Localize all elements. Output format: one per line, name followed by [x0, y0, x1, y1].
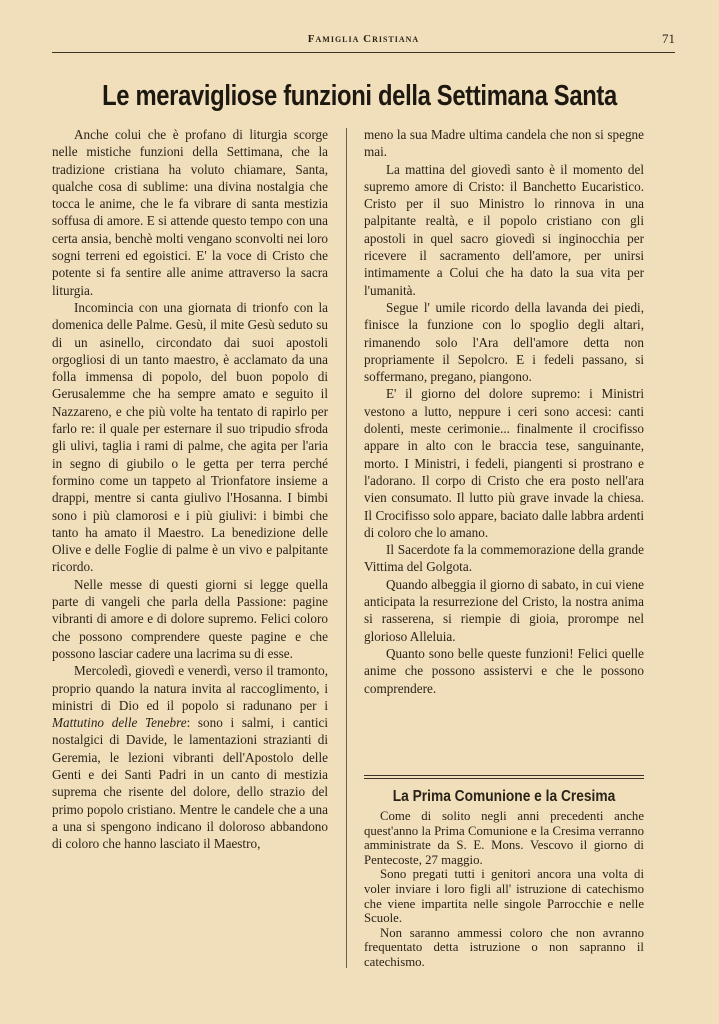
paragraph: meno la sua Madre ultima candela che non si spegne mai.	[364, 127, 644, 160]
paragraph: Il Sacerdote fa la commemorazione della grande Vittima del Golgota.	[364, 542, 644, 575]
paragraph: La mattina del giovedì santo è il momento del supremo amore di Cristo: il Banchetto Eucaristico. Cristo per il suo Ministro lo rinnova in una palpitante realtà, e il popolo cristiano con gli apostoli in quel sacro giovedì si inginocchia per ricevere il sacramento dell'amore, per unirsi intimamente a Colui che ha dato la sua vita per l'umanità.	[364, 161, 644, 298]
paragraph: Incomincia con una giornata di trionfo con la domenica delle Palme. Gesù, il mite Gesù seduto su di un asinello, circondato dai suoi apostoli orgogliosi di un tanto maestro, è acclamato da una folla immensa di popolo, del buon popolo di Gerusalemme che ha sempre amato e seguito il Nazzareno, e che più volte ha tentato di rapirlo per farlo re: il quale per esternare il suo tripudio sfroda gli ulivi, taglia i rami di palme, che agita per l'aria in segno di giubilo o le getta per terra perché formino come un tappeto al Trionfatore insieme a drappi, mentre si canta giulivo l'Hosanna. I bimbi sono i più clamorosi e i più giulivi: i bimbi che tanto ha amato il Maestro. La benedizione delle Olive e delle Foglie di palme è un vivo e palpitante ricordo.	[52, 299, 328, 575]
rule	[364, 778, 644, 779]
paragraph: Nelle messe di questi giorni si legge quella parte di vangeli che parla della Passione: pagine vibranti di amore e di dolore supremo. Felici coloro che possono comprendere queste pagine e che possono lasciar cadere una lacrima su di esse.	[52, 576, 328, 661]
paragraph: Non saranno ammessi coloro che non avranno frequentato detta istruzione o non sapranno il catechismo.	[364, 925, 644, 969]
paragraph: Segue l' umile ricordo della lavanda dei piedi, finisce la funzione con lo spoglio degli altari, rimanendo solo l'Ara dell'amore detta non propriamente il Sepolcro. E i fedeli passano, si soffermano, pregano, piangono.	[364, 299, 644, 385]
article-title: Le meravigliose funzioni della Settimana Santa	[102, 80, 617, 112]
magazine-name: Famiglia Cristiana	[307, 33, 420, 45]
page-number: 71	[662, 31, 675, 46]
running-header	[52, 30, 675, 53]
paragraph	[52, 662, 328, 852]
paragraph: Quanto sono belle queste funzioni! Felici quelle anime che possono assistervi e che le possono comprendere.	[364, 645, 644, 696]
italic-title: Mattutino delle Tenebre	[52, 715, 187, 731]
paragraph: Come di solito negli anni precedenti anche quest'anno la Prima Comunione e la Cresima verranno amministrate da S. E. Mons. Vescovo il giorno di Pentecoste, 27 maggio.	[364, 809, 644, 867]
notice-title: La Prima Comunione e la Cresima	[392, 788, 616, 805]
column-divider	[346, 128, 347, 968]
left-column	[52, 126, 328, 852]
notice-body	[364, 809, 644, 970]
rule	[364, 775, 644, 776]
paragraph: E' il giorno del dolore supremo: i Ministri vestono a lutto, neppure i ceri sono accesi: canti dolenti, meste cerimonie... finalmente il crocifisso appare in alto con le braccia tese, sanguinante, morto. I Ministri, i fedeli, piangenti si prostrano e l'adorano. Il corpo di Cristo che era posto nell'ara vien consumato. Il lutto più grave invade la chiesa. Il Crocifisso solo appare, baciato dalle labbra ardenti di coloro che lo amano.	[364, 386, 644, 540]
text-run: Mercoledì, giovedì e venerdì, verso il tramonto, proprio quando la natura invita al raccoglimento, i ministri di Dio ed il popolo si radunano per i	[52, 663, 328, 713]
right-column	[364, 126, 644, 697]
paragraph: Quando albeggia il giorno di sabato, in cui viene anticipata la resurrezione del Cristo, la nostra anima si rasserena, si riempie di gioia, prorompe nel glorioso Alleluia.	[364, 576, 644, 644]
paragraph: Sono pregati tutti i genitori ancora una volta di voler inviare i loro figli all' istruzione di catechismo che viene impartita nelle singole Parrocchie e nelle Scuole.	[364, 867, 644, 926]
paragraph: Anche colui che è profano di liturgia scorge nelle mistiche funzioni della Settimana, che la tradizione cristiana ha voluto chiamare, Santa, qualche cosa di sublime: una divina nostalgia che tocca le anime, che le fa vibrare di santa mestizia soffusa di amore. E si attende questo tempo con una certa ansia, benchè molti vengano sconvolti nei loro sogni terreni ed egoistici. E' la voce di Cristo che potente si fa sentire alle anime attraverso la sacra liturgia.	[52, 127, 328, 298]
text-run: : sono i salmi, i cantici nostalgici di Davide, le lamentazioni strazianti di Geremia, le lezioni vibranti dell'Apostolo delle Genti e dei Santi Padri in un canto di mestizia suprema che risente del dolore, dello strazio del primo popolo cristiano. Mentre le candele che a una a una si spengono indicano il doloroso abbandono di coloro che hanno lasciato il Maestro,	[52, 715, 328, 852]
